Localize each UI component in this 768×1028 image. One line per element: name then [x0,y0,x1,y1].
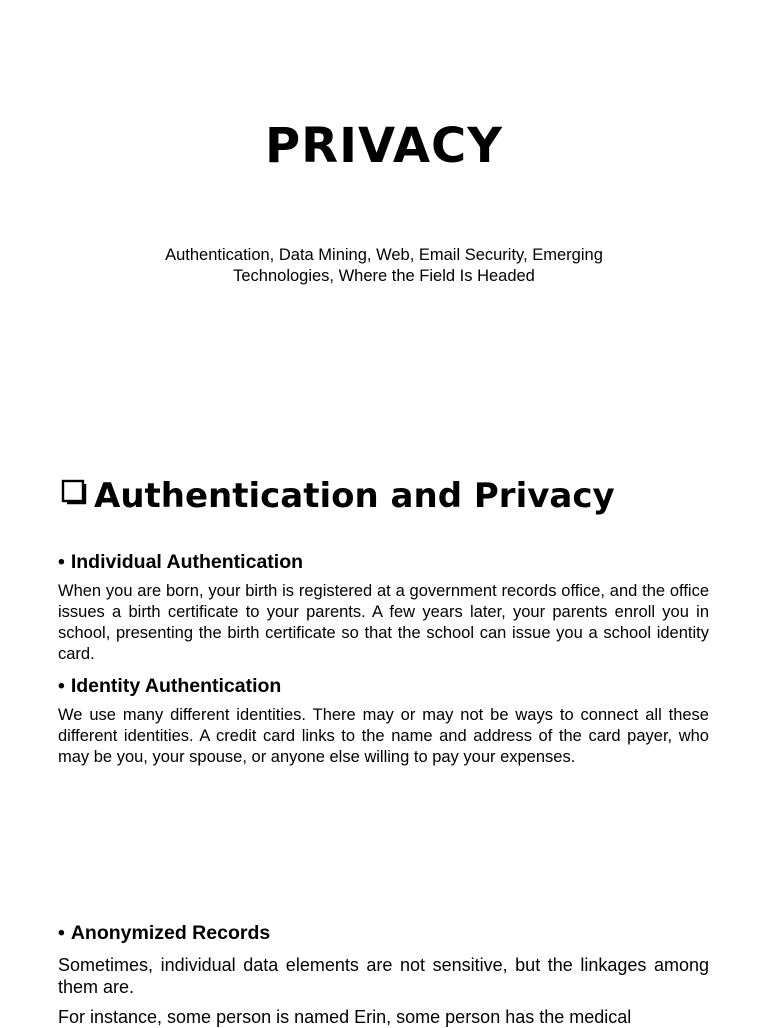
bullet-heading-text: Anonymized Records [70,922,271,944]
paragraph: When you are born, your birth is registered at a government records office, and the office issues a birth certificate to your parents. A few years later, your parents enroll you in school, presenting the birth certificate so that the school can issue you a school identity card. [58,582,709,663]
section-individual-authentication [58,550,709,665]
section-heading-text: Authentication and Privacy [94,476,615,516]
paragraph: Sometimes, individual data elements are not sensitive, but the linkages among them are. [58,955,709,997]
section-heading [58,474,738,518]
paragraph: For instance, some person is named Erin, some person has the medical [58,1007,632,1027]
bullet-dot: • [58,922,65,944]
paragraph: We use many different identities. There may or may not be ways to connect all these different identities. A credit card links to the name and address of the card payer, who may be you, your spouse, or anyone else willing to pay your expenses. [58,706,709,766]
bullet-dot: • [58,675,65,697]
bullet-heading-text: Identity Authentication [70,675,282,697]
bullet-heading [58,921,709,945]
section-anonymized-records [58,921,709,1028]
bullet-heading-text: Individual Authentication [70,551,304,573]
slide-title: PRIVACY [264,118,504,174]
checkbox-bullet-icon [58,474,92,518]
section-identity-authentication [58,674,709,768]
bullet-dot: • [58,551,65,573]
bullet-heading [58,550,709,574]
slide-subtitle: Authentication, Data Mining, Web, Email Security, Emerging Technologies, Where the Field Is Headed [165,246,603,285]
bullet-heading [58,674,709,698]
